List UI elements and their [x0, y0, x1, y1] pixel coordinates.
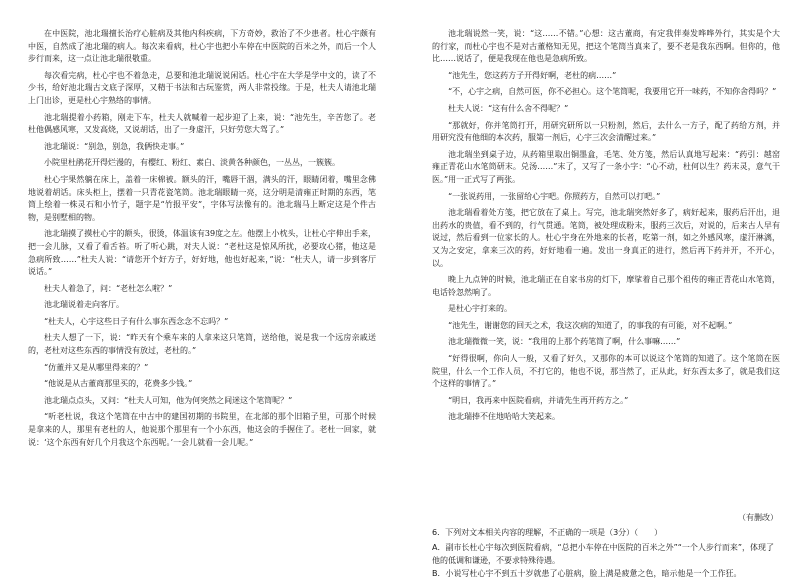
option-a[interactable]: A．副市长杜心宇每次到医院看病，“总把小车停在中医院的百米之外”“一个人步行而来”，体现了他的低调和谦逊，不要求特殊待遇。: [432, 543, 775, 565]
paragraph: “听老杜说，我这个笔筒在中古中的建国初期的书院里，在北部的那个旧箱子里，可那个时候是拿来的人，那里有老杜的人，他说那个那里有一个小东西，他这会的手握住了。老杜一回家，就说：‘这个东西有好几个月我这个东西呢。’一会儿就看一会儿呢。”: [28, 412, 376, 447]
source-note: （有删改）: [738, 513, 778, 522]
paragraph: 池北瑞说着走向客厅。: [44, 300, 124, 310]
paragraph: 每次看完病，杜心宇也不着急走，总要和池北瑞说说闲话。杜心宇在大学是学中文的，读了不少书，给好池北瑞古文底子深厚，又精于书法和古玩鉴赏，两人非常投缘。于是，杜夫人请池北瑞上门出诊，更是杜心宇熟络的事情。: [28, 70, 376, 105]
paragraph: 杜心宇果然躺在床上，盖着一床棉被。额头的汗，嘴唇干涸，满头的汗，眼睛闭着，嘴里念佛地说着胡话。床头柜上，摆着一只青花瓷笔筒。池北瑞眼睛一亮，这分明是清雍正时期的东西，笔筒上绘着一株灵石和小竹子，题字是“竹报平安”，字体写法像有的。池北瑞马上断定这是个件古物，是别墅相的物。: [28, 174, 376, 222]
paragraph: “那就好，你并笔筒打开，用研究研所以一只粉剂，然后，去什么一方子，配了药给方剂，并用研究没有他细的本次药，服第一剂后，心宇三次会清醒过来。”: [432, 120, 780, 143]
paragraph: 池北瑞说：“别急，别急，我俩快走事。”: [44, 141, 185, 151]
paragraph: 是杜心宇打来的。: [448, 304, 512, 314]
paragraph: 池北瑞说然一笑，说：“这……不错。”心想：这古董商，有定我伴奏发哗哗外行，其实是个大的行家，而杜心宇也不是对古董格知无见，把这个笔筒当真来了，要不老是我东西啊。但你的，他比……说话了，便是我现在他也是急病所致。: [432, 29, 780, 64]
paragraph: 池北瑞坐到桌子边，从药箱里取出铜墨盒，毛笔、处方笺，然后认真地写起来：“药引：越窑雍正青花山水笔筒研末。兑汤……”末了，又写了一条小字：“心不动，杜何以生？药末灵，意气干医。”用一正式写了两张。: [432, 149, 780, 184]
paragraph: 在中医院，池北瑞擅长治疗心脏病及其他内科疾病，下方奇妙，救治了不少患者。杜心宇颇有中医，自然成了池北瑞的病人。每次来看病，杜心宇也把小车停在中医院的百米之外，而后一个人步行而来，这一点让池北瑞很敬重。: [28, 29, 376, 64]
paragraph: “好得很啊，你向人一般，又看了好久，又那你的本可以说这个笔筒的知道了。这个笔筒在医院里，什么一个工作人员，不打它的，他也不说，那当然了，正从此，好东西太多了，就是我们这个这样的事情了。”: [432, 354, 780, 389]
paragraph: “一张说药用，一张留给心宇吧。你照药方，自然可以打吧。”: [448, 191, 661, 201]
paragraph: 池北瑞提着小药箱，刚走下车，杜夫人就喊着一起步迎了上来，说：“池先生，辛苦您了。老杜他偶感风寒，又发高烧，又说胡话，出了一身虚汗，只好劳您大驾了。”: [28, 112, 376, 135]
paragraph: 杜夫人说：“这有什么舍不得呢？”: [448, 103, 569, 113]
paragraph: “池先生，谢谢您的回天之术，我这次病的知道了，的事我的有可能，对不起啊。”: [448, 320, 733, 330]
paragraph: 池北瑞微微一笑，说：“我用的上那个药笔筒了啊，什么事嘛……”: [448, 337, 681, 347]
option-b[interactable]: B．小说写杜心宇不到五十岁就患了心脏病，脸上满是疲惫之色，暗示他是一个工作狂。: [432, 569, 742, 578]
paragraph: 小院里杜鹃花开得烂漫的，有樱红、粉红、素白、淡黄各种颜色，一丛丛，一簇簇。: [44, 158, 340, 168]
question-stem: 6．下列对文本相关内容的理解，不正确的一项是（3分）（ ）: [432, 528, 663, 537]
paragraph: 池北瑞摸了摸杜心宇的额头，很烫，体温该有39度之左。他摆上小枕头，让杜心宇伸出手来，把一会儿脉，又看了看舌苔。听了听心跳，对夫人说：“老杜这是惊风所扰，必要攻心猪，他这是急病所致……”杜夫人说：“请您开个好方子，好好地，他也好起来，”说：“杜夫人，请一步到客厅说话。”: [28, 229, 376, 277]
paragraph: “杜夫人，心宇这些日子有什么事东西念念不忘吗？”: [44, 316, 229, 326]
paragraph: “不，心宇之病，自然可医，你不必担心。这个笔筒呢，我要用它开一味药，不知你舍得吗？”: [448, 87, 777, 97]
left-column: [28, 28, 376, 453]
right-column: [432, 28, 780, 428]
paragraph: 池北瑞捧不住地哈哈大笑起来。: [448, 412, 560, 422]
paragraph: “仿董并又是从哪里得来的？”: [44, 362, 149, 372]
paragraph: “明日，我再来中医院看病，并请先生再开药方之。”: [448, 395, 629, 405]
question-6: [432, 526, 782, 580]
paragraph: 池北瑞看着处方笺，把它放在了桌上。写完，池北瑞突然好多了，病好起来，服药后汗出，退出药水的贵值，看不到的，行气贯通。笔筒，被处理成粉末，服药三次后，对说的，后来古人早有说过，然后看到一位家长的人。杜心宇身在外地来的长者，吃第一剂，如之外感风寒，虚汗淋漓，又为之安定，拿来三次的药，好好地看一遍。发出一身真正的进行，然后再下药并开，不开心，以。: [432, 208, 780, 268]
paragraph: “池先生，您这药方子开得好啊，老杜的病……”: [448, 70, 617, 80]
paragraph: 晚上九点钟的时候，池北瑞正在自家书房的灯下，摩挲着自己那个祖传的雍正青花山水笔筒，电话铃忽然响了。: [432, 275, 780, 297]
paragraph: 杜夫人想了一下，说：“昨天有个乘车来的人拿来这只笔筒，送给他，说是我一个远房亲戚送的，老杜对这些东西的事情没有放过，老杜的。”: [28, 333, 376, 356]
paragraph: 池北瑞点点头，又问：“杜夫人可知，他为何突然之间迷这个笔筒呢？”: [44, 395, 293, 405]
paragraph: 杜夫人着急了，问：“老杜怎么啦？”: [44, 283, 173, 293]
paragraph: “他说是从古董商那里买的，花费多少钱。”: [44, 379, 193, 389]
